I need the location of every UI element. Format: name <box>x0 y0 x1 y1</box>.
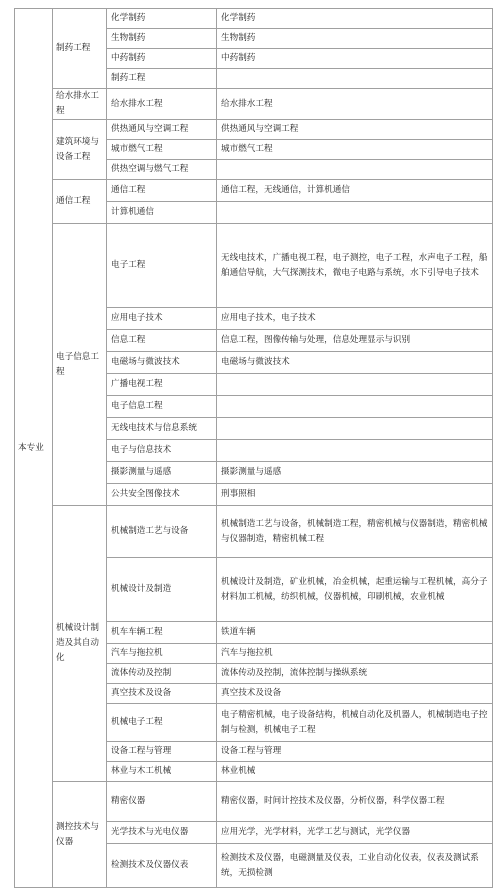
major-table-container <box>14 8 493 888</box>
related-majors-cell: 电子精密机械，电子设备结构，机械自动化及机器人，机械制造电子控制与检测，机械电子工程 <box>217 704 493 742</box>
related-majors-cell: 摄影测量与遥感 <box>217 462 493 484</box>
table-row <box>15 506 493 558</box>
table-row <box>15 782 493 822</box>
related-majors-cell: 设备工程与管理 <box>217 742 493 762</box>
major-table <box>14 8 493 888</box>
major-cell: 制药工程 <box>107 69 217 89</box>
related-majors-cell <box>217 202 493 224</box>
group-name-cell: 通信工程 <box>53 180 107 224</box>
major-cell: 无线电技术与信息系统 <box>107 418 217 440</box>
major-table-body <box>15 9 493 888</box>
major-cell: 机械制造工艺与设备 <box>107 506 217 558</box>
major-cell: 机车车辆工程 <box>107 622 217 644</box>
major-cell: 广播电视工程 <box>107 374 217 396</box>
related-majors-cell: 电磁场与微波技术 <box>217 352 493 374</box>
major-cell: 供热空调与燃气工程 <box>107 160 217 180</box>
table-row <box>15 120 493 140</box>
related-majors-cell: 供热通风与空调工程 <box>217 120 493 140</box>
related-majors-cell: 真空技术及设备 <box>217 684 493 704</box>
related-majors-cell: 给水排水工程 <box>217 89 493 120</box>
related-majors-cell: 林业机械 <box>217 762 493 782</box>
group-name-cell: 机械设计制造及其自动化 <box>53 506 107 782</box>
related-majors-cell <box>217 69 493 89</box>
related-majors-cell: 检测技术及仪器，电磁测量及仪表，工业自动化仪表，仪表及测试系统，无损检测 <box>217 844 493 888</box>
top-category-cell: 本专业 <box>15 9 53 888</box>
major-cell: 电子与信息技术 <box>107 440 217 462</box>
related-majors-cell: 无线电技术，广播电视工程，电子测控，电子工程，水声电子工程，船舶通信导航，大气探测技术，微电子电路与系统，水下引导电子技术 <box>217 224 493 308</box>
related-majors-cell: 生物制药 <box>217 29 493 49</box>
related-majors-cell: 机械制造工艺与设备，机械制造工程，精密机械与仪器制造，精密机械与仪器制造，精密机械工程 <box>217 506 493 558</box>
group-name-cell: 制药工程 <box>53 9 107 89</box>
related-majors-cell <box>217 418 493 440</box>
table-row <box>15 9 493 29</box>
group-name-cell: 测控技术与仪器 <box>53 782 107 888</box>
major-cell: 设备工程与管理 <box>107 742 217 762</box>
related-majors-cell: 化学制药 <box>217 9 493 29</box>
group-name-cell: 电子信息工程 <box>53 224 107 506</box>
related-majors-cell <box>217 440 493 462</box>
related-majors-cell: 通信工程，无线通信，计算机通信 <box>217 180 493 202</box>
related-majors-cell: 汽车与拖拉机 <box>217 644 493 664</box>
related-majors-cell: 刑事照相 <box>217 484 493 506</box>
major-cell: 生物制药 <box>107 29 217 49</box>
table-row <box>15 89 493 120</box>
major-cell: 林业与木工机械 <box>107 762 217 782</box>
major-cell: 精密仪器 <box>107 782 217 822</box>
major-cell: 计算机通信 <box>107 202 217 224</box>
major-cell: 通信工程 <box>107 180 217 202</box>
major-cell: 城市燃气工程 <box>107 140 217 160</box>
related-majors-cell <box>217 160 493 180</box>
major-cell: 给水排水工程 <box>107 89 217 120</box>
major-cell: 应用电子技术 <box>107 308 217 330</box>
related-majors-cell: 精密仪器，时间计控技术及仪器，分析仪器，科学仪器工程 <box>217 782 493 822</box>
related-majors-cell: 机械设计及制造，矿业机械，冶金机械，起重运输与工程机械，高分子材料加工机械，纺织机械，仪器机械，印刷机械，农业机械 <box>217 558 493 622</box>
table-row <box>15 224 493 308</box>
major-cell: 化学制药 <box>107 9 217 29</box>
related-majors-cell: 流体传动及控制，流体控制与操纵系统 <box>217 664 493 684</box>
group-name-cell: 给水排水工程 <box>53 89 107 120</box>
related-majors-cell: 城市燃气工程 <box>217 140 493 160</box>
major-cell: 机械设计及制造 <box>107 558 217 622</box>
related-majors-cell <box>217 374 493 396</box>
major-cell: 机械电子工程 <box>107 704 217 742</box>
major-cell: 电子工程 <box>107 224 217 308</box>
major-cell: 公共安全图像技术 <box>107 484 217 506</box>
related-majors-cell: 应用电子技术，电子技术 <box>217 308 493 330</box>
major-cell: 真空技术及设备 <box>107 684 217 704</box>
major-cell: 检测技术及仪器仪表 <box>107 844 217 888</box>
major-cell: 中药制药 <box>107 49 217 69</box>
major-cell: 流体传动及控制 <box>107 664 217 684</box>
major-cell: 电子信息工程 <box>107 396 217 418</box>
table-row <box>15 180 493 202</box>
major-cell: 信息工程 <box>107 330 217 352</box>
related-majors-cell: 铁道车辆 <box>217 622 493 644</box>
related-majors-cell <box>217 396 493 418</box>
major-cell: 摄影测量与遥感 <box>107 462 217 484</box>
group-name-cell: 建筑环境与设备工程 <box>53 120 107 180</box>
related-majors-cell: 应用光学，光学材料，光学工艺与测试，光学仪器 <box>217 822 493 844</box>
major-cell: 光学技术与光电仪器 <box>107 822 217 844</box>
major-cell: 电磁场与微波技术 <box>107 352 217 374</box>
related-majors-cell: 中药制药 <box>217 49 493 69</box>
related-majors-cell: 信息工程，图像传输与处理，信息处理显示与识别 <box>217 330 493 352</box>
major-cell: 供热通风与空调工程 <box>107 120 217 140</box>
major-cell: 汽车与拖拉机 <box>107 644 217 664</box>
